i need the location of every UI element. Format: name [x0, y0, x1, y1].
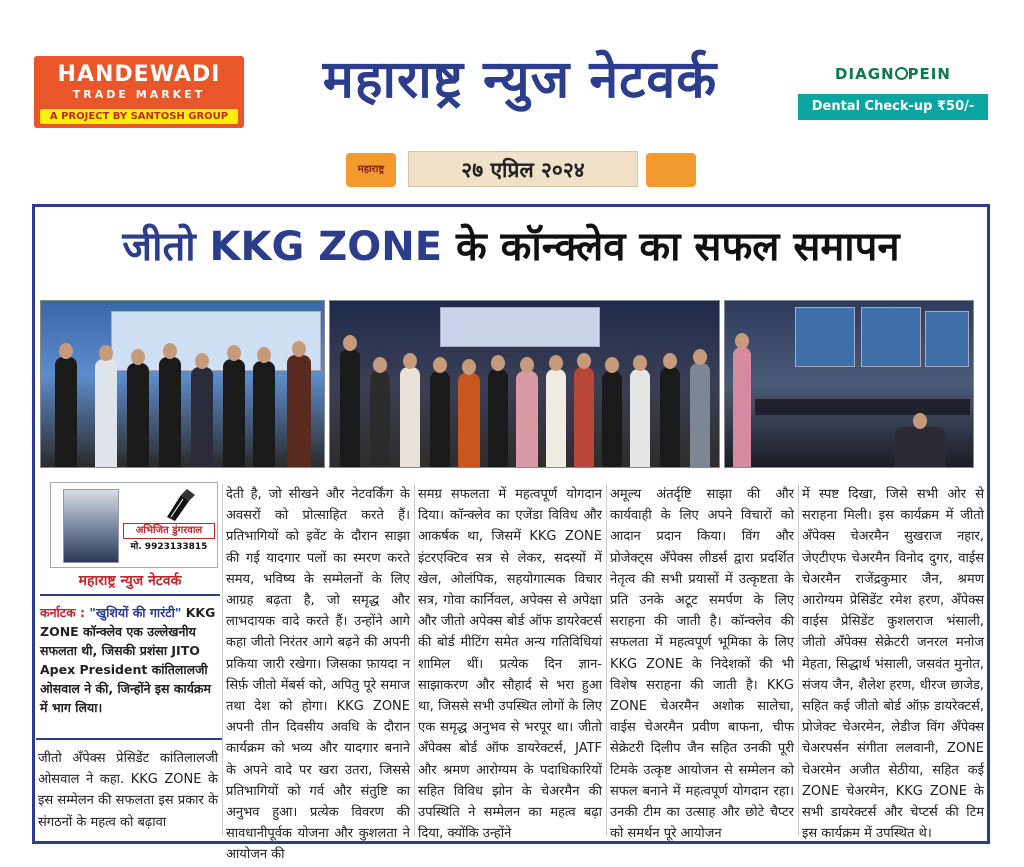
ad-tagline: A PROJECT BY SANTOSH GROUP	[40, 109, 238, 124]
column-divider	[798, 484, 799, 836]
ad-title: HANDEWADI	[57, 62, 221, 87]
highlight-text: KKG ZONE कॉन्क्लेव एक उल्लेखनीय सफलता थी, जिसकी प्रशंसा JITO Apex President कांतिलालजी ओसवाल ने की, जिन्होंने इस कार्यक्रम में भाग लिया।	[40, 605, 216, 715]
maharashtra-logo-icon	[646, 153, 696, 187]
headline-part-1: जीतो KKG ZONE	[122, 224, 443, 270]
event-photo-group	[329, 300, 720, 468]
divider	[36, 738, 222, 740]
column-divider	[414, 484, 415, 836]
reporter-card	[50, 482, 218, 568]
highlight-label: कर्नाटक :	[40, 605, 86, 620]
ad-brand: DIAGN PEIN	[835, 65, 951, 83]
fountain-pen-icon	[163, 487, 197, 521]
diagnopein-ad[interactable]	[798, 62, 988, 124]
maharashtra-logo-icon: महाराष्ट्र	[346, 153, 396, 187]
event-photo-panel	[724, 300, 974, 468]
article-column-1: जीतो अँपेक्स प्रेसिडेंट कांतिलालजी ओसवाल ने कहा. KKG ZONE के इस सम्मेलन की सफलता इस प्रकार के संगठनों के महत्व को बढ़ावा	[38, 751, 218, 830]
byline-org: महाराष्ट्र न्युज नेटवर्क	[78, 573, 182, 589]
column-divider	[222, 484, 223, 836]
reporter-photo	[63, 489, 119, 563]
highlight-quote: "खुशियों की गारंटी"	[89, 605, 182, 620]
headline-part-2: के कॉन्क्लेव का सफल समापन	[456, 224, 900, 270]
column-divider	[606, 484, 607, 836]
ad-subtitle: TRADE MARKET	[72, 88, 206, 101]
article-headline	[36, 210, 986, 284]
highlight-box	[36, 600, 222, 738]
event-photo-award	[40, 300, 325, 468]
divider	[40, 594, 220, 596]
handewadi-ad[interactable]	[34, 56, 244, 128]
article-column-4: अमूल्य अंतर्दृष्टि साझा की और कार्यवाही के लिए अपने विचारों को आदान प्रदान किया। विंग और प्रोजेक्ट्स अँपेक्स लीडर्स द्वारा प्रदर्शित नेतृत्व की सभी प्रयासों में उत्कृष्टता के प्रति उनके अटूट समर्पण के लिए सराहना की जाती है। कॉन्क्लेव की सफलता में महत्वपूर्ण भूमिका के लिए KKG ZONE के निदेशकों की भी विशेष सराहना की जाती है। KKG ZONE चेअरमैन अशोक सालेचा, वाईस चेअरमैन प्रवीण बाफना, चीफ सेक्रेटरी दिलीप जैन सहित उनकी पूरी टिमके उत्कृष्ट आयोजन से सम्मेलन को सफल बनाने में महत्वपूर्ण योगदान रहा। उनकी टीम का उत्साह और छोटे चैप्टर को समर्थन पूरे आयोजन	[610, 487, 794, 842]
masthead-title: महाराष्ट्र न्युज नेटवर्क	[322, 50, 718, 110]
publication-date: २७ एप्रिल २०२४	[408, 151, 638, 187]
ad-offer: Dental Check-up ₹50/-	[798, 94, 988, 120]
reporter-name: अभिजित डुंगरवाल	[123, 523, 215, 539]
article-column-5: में स्पष्ट दिखा, जिसे सभी ओर से सराहना मिली। इस कार्यक्रम में जीतो अँपेक्स चेअरमैन सुखराज नहार, जेएटीएफ चेअरमैन विनोद दुगर, वाईस चेअरमैन राजेंद्रकुमार जैन, श्रमण आरोग्यम प्रेसिडेंट रमेश हरण, अँपेक्स वाईस प्रेसिडेंट कुशलराज भंसाली, जीतो अँपेक्स सेक्रेटरी जनरल मनोज मेहता, सिद्धार्थ भंसाली, जसवंत मुनोत, संजय जैन, शैलेश हरण, धीरज छाजेड, सहित कई जीतो बोर्ड ऑफ़ डायरेक्टर्स, प्रोजेक्ट चेअरमेन, लेडीज विंग अँपेक्स चेअरपर्सन संगीता ललवानी, ZONE चेअरमेन अजीत सेठीया, सहित कई ZONE चेअरमेन, KKG ZONE के सभी डायरेक्टर्स और चेप्टर्स की टिम इस कार्यक्रम में उपस्थित थे।	[802, 487, 984, 842]
article-column-3: समग्र सफलता में महत्वपूर्ण योगदान दिया। कॉन्क्लेव का एजेंडा विविध और आकर्षक था, जिसमें KKG ZONE इंटरएक्टिव सत्र से लेकर, सदस्यों में खेल, ओलंपिक, सहयोगात्मक विचार सत्र, गोवा कार्निवल, अपेक्स से अपेक्षा और जीतो अपेक्स बोर्ड ऑफ डायरेक्टर्स की बोर्ड मीटिंग समेत अन्य गतिविधियां शामिल थीं। प्रत्येक दिन ज्ञान-साझाकरण और सौहार्द से भरा हुआ था, जिससे सभी उपस्थित लोगों के लिए एक समृद्ध अनुभव से भरपूर था। जीतो अँपेक्स बोर्ड ऑफ डायरेक्टर्स, JATF और श्रमण आरोग्यम के पदाधिकारियों सहित विविध झोन के चेअरमैन की उपस्थिति ने सम्मेलन का महत्व बढ़ा दिया, क्योंकि उन्होंने	[418, 487, 602, 842]
article-column-2: देती है, जो सीखने और नेटवर्किंग के अवसरों को प्रोत्साहित करते हैं। प्रतिभागियों को इवेंट के दौरान साझा की गई यादगार पलों का स्मरण करते समय, भविष्य के सम्मेलनों के लिए आग्रह बढ़ता है, जो समृद्ध और लाभदायक वादे करते हैं। उन्होंने आगे कहा जीतो निरंतर आगे बढ़ने की अपनी प्रकिया जारी रखेगा। जिसका फ़ायदा न सिर्फ़ जीतो मेंबर्स को, अपितु पूरे समाज तथा देश को होगा। KKG ZONE अपनी तीन दिवसीय अवधि के दौरान कार्यक्रम को भव्य और यादगार बनाने के अपने वादे पर खरा उतरा, जिससे प्रतिभागियों को गर्व और संतुष्टि का अनुभव हुआ। प्रत्येक विवरण की सावधानीपूर्वक योजना और कुशलता ने आयोजन की	[226, 487, 410, 863]
reporter-phone: मो. 9923133815	[130, 542, 208, 552]
tooth-logo-icon	[895, 67, 908, 80]
